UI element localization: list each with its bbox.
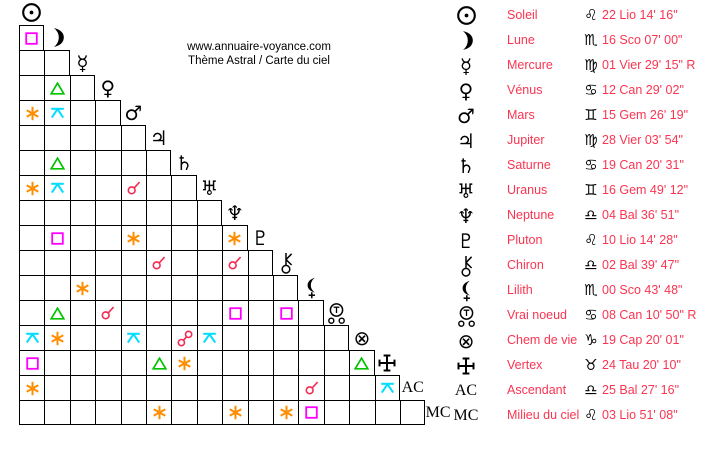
planet-name: Lilith xyxy=(507,283,533,297)
legend-row-mars xyxy=(0,103,705,128)
gemini-sign-icon: ♊ xyxy=(584,181,598,199)
planet-name: Mercure xyxy=(507,58,553,72)
planet-position: 08 Can 10' 50" R xyxy=(602,308,697,322)
planet-position: 25 Bal 27' 16" xyxy=(602,383,680,397)
planet-name: Ascendant xyxy=(507,383,567,397)
pluton-symbol-icon: ♇ xyxy=(457,228,475,253)
planet-position: 16 Sco 07' 00" xyxy=(602,33,683,47)
saturne-glyph: ♄ xyxy=(175,150,194,175)
legend-row-lilith xyxy=(0,278,705,303)
planet-position: 04 Bal 36' 51" xyxy=(602,208,680,222)
virgo-sign-icon: ♍ xyxy=(584,131,598,149)
planet-position: 10 Lio 14' 28" xyxy=(602,233,678,247)
site-url: www.annuaire-voyance.com xyxy=(187,41,331,53)
legend-row-soleil xyxy=(0,3,705,28)
planet-position: 22 Lio 14' 16" xyxy=(602,8,678,22)
lilith-symbol-icon xyxy=(450,278,482,303)
planet-name: Vertex xyxy=(507,358,543,372)
lune-symbol-icon xyxy=(450,28,482,53)
planet-position: 15 Gem 26' 19" xyxy=(602,108,689,122)
ascendant-glyph: AC xyxy=(401,378,424,396)
planet-name: Chem de vie xyxy=(507,333,578,347)
leo-sign-icon: ♌ xyxy=(584,406,598,424)
planet-name: Soleil xyxy=(507,8,538,22)
vertex-symbol-icon xyxy=(450,353,482,378)
neptune-symbol-icon: ♆ xyxy=(457,203,475,228)
legend-row-chem-de-vie xyxy=(0,328,705,353)
legend-row-ascendant xyxy=(0,378,705,403)
legend-row-lune xyxy=(0,28,705,53)
leo-sign-icon: ♌ xyxy=(584,6,598,24)
taurus-sign-icon: ♉ xyxy=(584,356,598,374)
legend-row-saturne xyxy=(0,153,705,178)
planet-position: 24 Tau 20' 10" xyxy=(602,358,681,372)
leo-sign-icon: ♌ xyxy=(584,231,598,249)
gemini-sign-icon: ♊ xyxy=(584,106,598,124)
planet-name: Vrai noeud xyxy=(507,308,567,322)
planet-name: Pluton xyxy=(507,233,543,247)
planet-name: Vénus xyxy=(507,83,543,97)
cancer-sign-icon: ♋ xyxy=(584,81,598,99)
legend-row-milieu-du-ciel xyxy=(0,403,705,428)
mercure-glyph: ☿ xyxy=(76,50,89,75)
soleil-symbol-icon xyxy=(450,3,482,28)
legend-row-jupiter xyxy=(0,128,705,153)
planet-position: 01 Vier 29' 15" R xyxy=(602,58,696,72)
milieu-du-ciel-symbol-icon: MC xyxy=(453,406,479,424)
planet-name: Lune xyxy=(507,33,535,47)
vrai-noeud-symbol-icon xyxy=(450,303,482,328)
planet-position: 19 Can 20' 31" xyxy=(602,158,684,172)
legend-row-uranus xyxy=(0,178,705,203)
legend-row-mercure xyxy=(0,53,705,78)
jupiter-symbol-icon: ♃ xyxy=(457,128,475,153)
cancer-sign-icon: ♋ xyxy=(584,156,598,174)
planet-name: Uranus xyxy=(507,183,548,197)
cancer-sign-icon: ♋ xyxy=(584,306,598,324)
planet-position: 16 Gem 49' 12" xyxy=(602,183,689,197)
legend-row-neptune xyxy=(0,203,705,228)
uranus-symbol-icon: ♅ xyxy=(457,178,475,203)
pluton-glyph: ♇ xyxy=(251,225,270,250)
planet-position: 03 Lio 51' 08" xyxy=(602,408,678,422)
planet-name: Neptune xyxy=(507,208,555,222)
planet-position: 00 Sco 43' 48" xyxy=(602,283,683,297)
libra-sign-icon: ♎ xyxy=(584,256,598,274)
legend-row-chiron xyxy=(0,253,705,278)
page-title: Thème Astral / Carte du ciel xyxy=(188,54,330,67)
milieu-du-ciel-glyph: MC xyxy=(425,403,451,421)
planet-position: 19 Cap 20' 01" xyxy=(602,333,684,347)
venus-glyph: ♀ xyxy=(100,75,116,100)
venus-symbol-icon: ♀ xyxy=(458,78,474,103)
legend-row-venus xyxy=(0,78,705,103)
chiron-symbol-icon xyxy=(450,253,482,278)
scorpio-sign-icon: ♏ xyxy=(584,281,598,299)
mercure-symbol-icon: ☿ xyxy=(459,53,473,78)
planet-position: 12 Can 29' 02" xyxy=(602,83,684,97)
uranus-glyph: ♅ xyxy=(200,175,219,200)
libra-sign-icon: ♎ xyxy=(584,381,598,399)
legend-row-vertex xyxy=(0,353,705,378)
planet-position: 02 Bal 39' 47" xyxy=(602,258,680,272)
planet-position: 28 Vier 03' 54" xyxy=(602,133,683,147)
planet-name: Saturne xyxy=(507,158,551,172)
planet-name: Chiron xyxy=(507,258,544,272)
mars-glyph: ♂ xyxy=(124,100,143,125)
scorpio-sign-icon: ♏ xyxy=(584,31,598,49)
virgo-sign-icon: ♍ xyxy=(584,56,598,74)
capricorn-sign-icon: ♑ xyxy=(584,331,598,349)
saturne-symbol-icon: ♄ xyxy=(457,153,475,178)
legend-row-pluton xyxy=(0,228,705,253)
planet-name: Milieu du ciel xyxy=(507,408,580,422)
planet-name: Mars xyxy=(507,108,535,122)
mars-symbol-icon: ♂ xyxy=(457,103,475,128)
chem-de-vie-symbol-icon: ⊗ xyxy=(457,328,475,353)
ascendant-symbol-icon: AC xyxy=(454,381,478,399)
neptune-glyph: ♆ xyxy=(225,200,244,225)
libra-sign-icon: ♎ xyxy=(584,206,598,224)
jupiter-glyph: ♃ xyxy=(149,125,168,150)
legend-row-vrai-noeud xyxy=(0,303,705,328)
planet-name: Jupiter xyxy=(507,133,545,147)
chem-de-vie-glyph: ⊗ xyxy=(353,325,371,350)
